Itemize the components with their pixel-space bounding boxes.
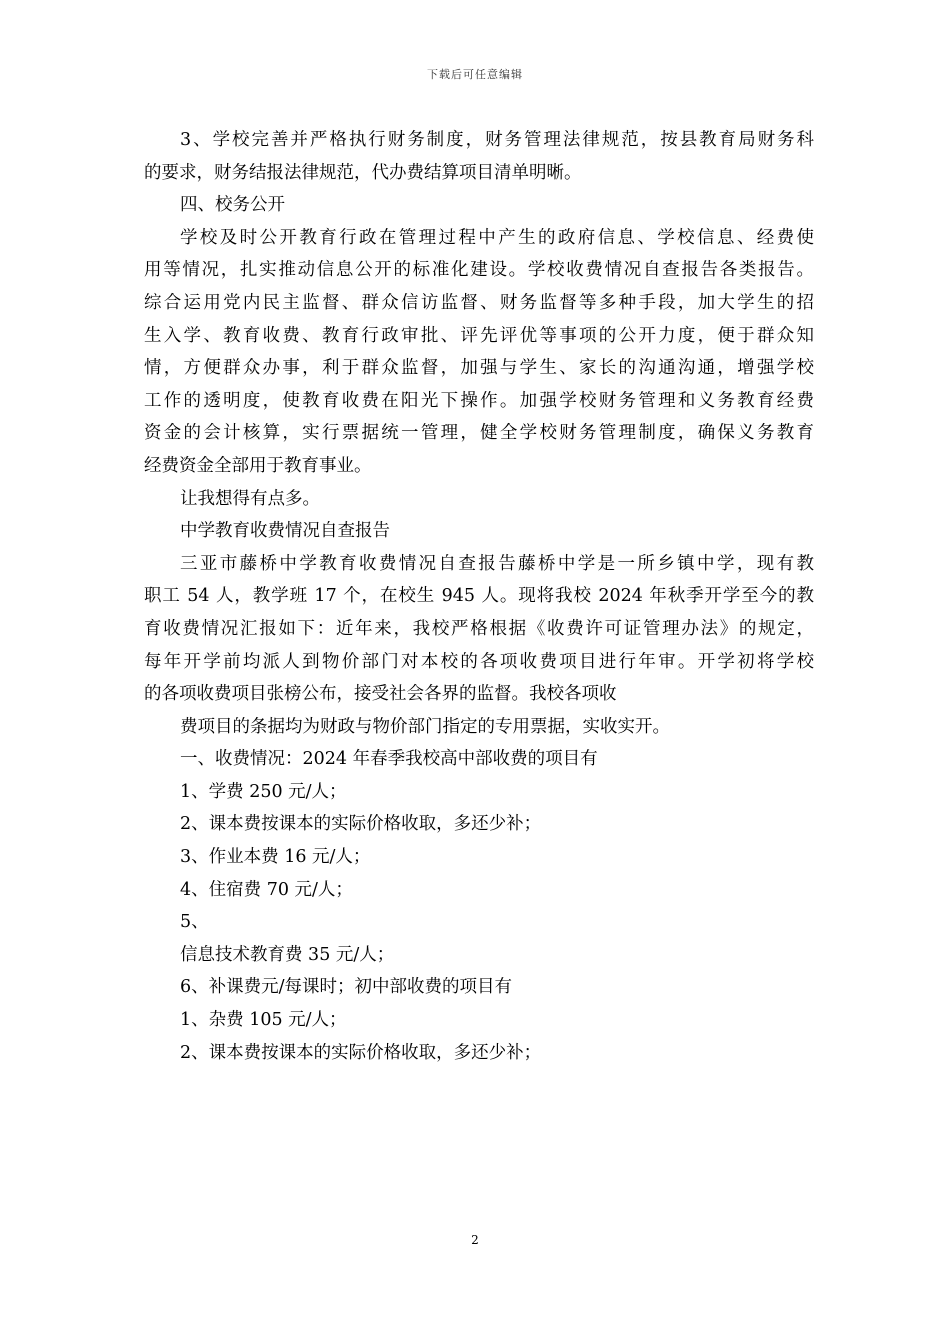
text-line: 的要求，财务结报法律规范，代办费结算项目清单明晰。 bbox=[144, 162, 582, 183]
text-line: 育收费情况汇报如下：近年来，我校严格根据《收费许可证管理办法》的规定， bbox=[144, 618, 814, 639]
text-line: 用等情况，扎实推动信息公开的标准化建设。学校收费情况自查报告各类报告。 bbox=[144, 260, 814, 281]
text-line: 资金的会计核算，实行票据统一管理，健全学校财务管理制度，确保义务教育 bbox=[144, 423, 814, 444]
text-line: 职工 54 人，教学班 17 个，在校生 945 人。现将我校 2024 年秋季开学至今的教 bbox=[144, 586, 814, 607]
page-header: 下载后可任意编辑 bbox=[427, 68, 523, 81]
text-line: 三亚市藤桥中学教育收费情况自查报告藤桥中学是一所乡镇中学，现有教 bbox=[180, 553, 814, 574]
text-line: 3、学校完善并严格执行财务制度，财务管理法律规范，按县教育局财务科 bbox=[180, 130, 814, 150]
text-line: 信息技术教育费 35 元/人； bbox=[180, 944, 395, 965]
text-line: 2、课本费按课本的实际价格收取，多还少补； bbox=[180, 814, 542, 835]
text-line: 1、杂费 105 元/人； bbox=[180, 1010, 347, 1031]
text-line: 的各项收费项目张榜公布，接受社会各界的监督。我校各项收 bbox=[144, 684, 617, 705]
document-body bbox=[144, 124, 814, 1069]
text-line: 综合运用党内民主监督、群众信访监督、财务监督等多种手段，加大学生的招 bbox=[144, 292, 814, 313]
page-number: 2 bbox=[471, 1233, 479, 1247]
text-line: 4、住宿费 70 元/人； bbox=[180, 879, 353, 900]
text-line: 工作的透明度，使教育收费在阳光下操作。加强学校财务管理和义务教育经费 bbox=[144, 390, 814, 411]
text-line: 四、校务公开 bbox=[180, 195, 285, 216]
text-line: 让我想得有点多。 bbox=[180, 488, 320, 509]
text-line: 生入学、教育收费、教育行政审批、评先评优等事项的公开力度，便于群众知 bbox=[144, 325, 814, 346]
text-line: 6、补课费元/每课时；初中部收费的项目有 bbox=[180, 977, 513, 998]
text-line: 经费资金全部用于教育事业。 bbox=[144, 455, 372, 476]
text-line: 一、收费情况：2024 年春季我校高中部收费的项目有 bbox=[180, 749, 598, 770]
text-line: 5、 bbox=[180, 912, 209, 933]
text-line: 学校及时公开教育行政在管理过程中产生的政府信息、学校信息、经费使 bbox=[180, 227, 814, 248]
text-line: 3、作业本费 16 元/人； bbox=[180, 847, 371, 868]
text-line: 情，方便群众办事，利于群众监督，加强与学生、家长的沟通沟通，增强学校 bbox=[144, 358, 814, 379]
text-line: 中学教育收费情况自查报告 bbox=[180, 521, 390, 542]
text-line: 1、学费 250 元/人； bbox=[180, 781, 347, 802]
text-line: 2、课本费按课本的实际价格收取，多还少补； bbox=[180, 1042, 542, 1063]
text-line: 费项目的条据均为财政与物价部门指定的专用票据，实收实开。 bbox=[180, 716, 670, 737]
text-line: 每年开学前均派人到物价部门对本校的各项收费项目进行年审。开学初将学校 bbox=[144, 651, 814, 672]
